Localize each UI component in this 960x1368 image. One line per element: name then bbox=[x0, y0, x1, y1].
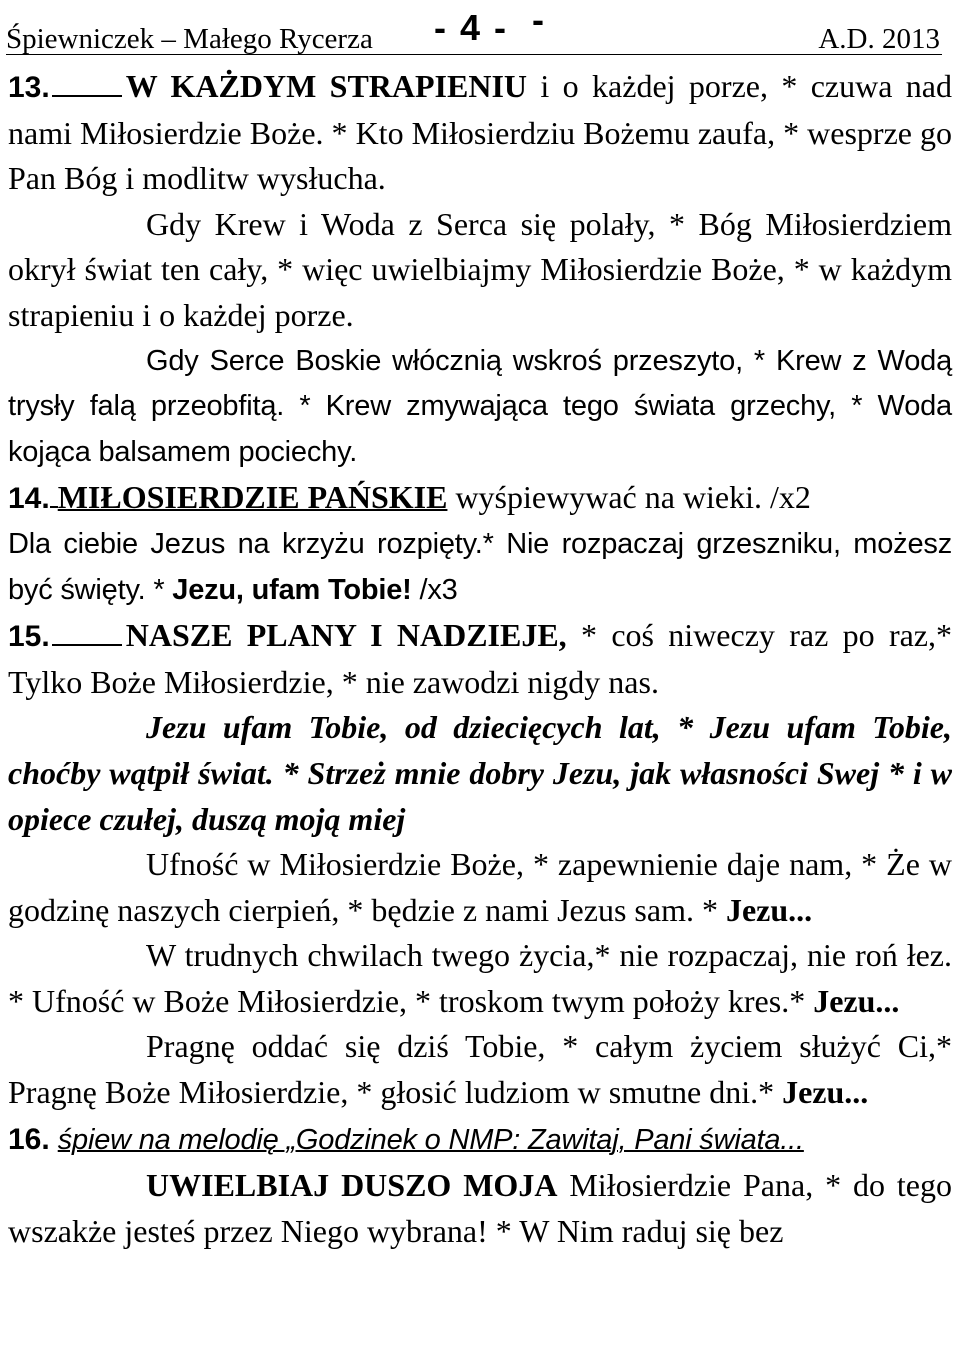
song-title: W KAŻDYM STRAPIENIU bbox=[125, 68, 528, 104]
underline-gap bbox=[52, 93, 122, 97]
song-number: 13. bbox=[8, 71, 50, 104]
song-15-verse-3 bbox=[8, 933, 952, 1024]
refrain-short: Jezu... bbox=[813, 982, 900, 1019]
verse-text: Dla ciebie Jezus na krzyżu rozpięty.* Nie rozpaczaj grzeszniku, możesz być święty. * bbox=[8, 527, 952, 606]
underline-gap bbox=[52, 642, 122, 646]
verse-text: Ufność w Miłosierdzie Boże, * zapewnienie daje nam, * Że w godzinę naszych cierpień, * będzie z nami Jezus sam. * bbox=[8, 846, 952, 928]
underline-gap bbox=[50, 504, 58, 508]
melody-note: śpiew na melodię „Godzinek o NMP: Zawitaj, Pani świata... bbox=[57, 1123, 804, 1156]
song-15-verse-4 bbox=[8, 1024, 952, 1115]
song-number: 15. bbox=[8, 620, 50, 654]
song-13-first-verse bbox=[8, 64, 952, 202]
songbook-title: Śpiewniczek – Małego Rycerza bbox=[6, 23, 373, 55]
song-16-heading bbox=[8, 1116, 952, 1164]
page-header bbox=[6, 0, 942, 55]
verse-text: W trudnych chwilach twego życia,* nie rozpaczaj, nie roń łez. * Ufność w Boże Miłosierdzie, * troskom twym położy kres.* bbox=[8, 937, 952, 1019]
verse-text: Pragnę oddać się dziś Tobie, * całym życiem służyć Ci,* Pragnę Boże Miłosierdzie, * głosić ludziom w smutne dni.* bbox=[8, 1028, 952, 1111]
refrain-short: Jezu... bbox=[782, 1074, 869, 1111]
song-15-chorus: Jezu ufam Tobie, od dziecięcych lat, * Jezu ufam Tobie, choćby wątpił świat. * Strzeż mnie dobry Jezu, jak własności Swej * i w opiece czułej, duszą moją miej bbox=[8, 709, 952, 837]
song-13-verse-2: Gdy Krew i Woda z Serca się polały, * Bóg Miłosierdziem okrył świat ten cały, * więc uwielbiajmy Miłosierdzie Boże, * w każdym strapieniu i o każdej porze. bbox=[8, 205, 952, 333]
song-16-first-verse bbox=[8, 1163, 952, 1254]
song-13-verse-3: Gdy Serce Boskie włócznią wskroś przeszyto, * Krew z Wodą trysły falą przeobfitą. * Krew zmywająca tego świata grzechy, * Woda kojąca balsamem pociechy. bbox=[8, 344, 952, 468]
song-title: NASZE PLANY I NADZIEJE, bbox=[125, 617, 567, 654]
year-label: A.D. 2013 bbox=[818, 23, 940, 55]
song-14-verse bbox=[8, 522, 952, 613]
verse-text: i o każdej porze, * czuwa nad nami Miłosierdzie Boże. * Kto Miłosierdziu Bożemu zaufa, * wesprze go Pan Bóg i modlitw wysłucha. bbox=[8, 68, 953, 197]
songs-text bbox=[8, 64, 952, 1254]
song-number: 14. bbox=[8, 482, 50, 516]
refrain-text: Jezu, ufam Tobie! bbox=[172, 573, 412, 606]
song-14-first-line bbox=[8, 475, 952, 522]
verse-text: * coś niweczy raz po raz,* Tylko Boże Miłosierdzie, * nie zawodzi nigdy nas. bbox=[8, 617, 953, 700]
song-number: 16. bbox=[8, 1122, 50, 1156]
verse-text: Miłosierdzie Pana, * do tego wszakże jesteś przez Niego wybrana! * W Nim raduj się bez bbox=[8, 1167, 953, 1249]
repeat-mark: /x3 bbox=[411, 573, 458, 606]
verse-text: wyśpiewywać na wieki. /x2 bbox=[447, 479, 811, 516]
song-title: UWIELBIAJ DUSZO MOJA bbox=[146, 1167, 558, 1204]
song-15-verse-2 bbox=[8, 842, 952, 933]
refrain-short: Jezu... bbox=[725, 891, 813, 928]
page-number: - 4 - bbox=[434, 7, 509, 48]
song-title: MIŁOSIERDZIE PAŃSKIE bbox=[57, 479, 448, 516]
song-15-first-verse bbox=[8, 613, 952, 705]
header-dash: - bbox=[532, 0, 544, 40]
